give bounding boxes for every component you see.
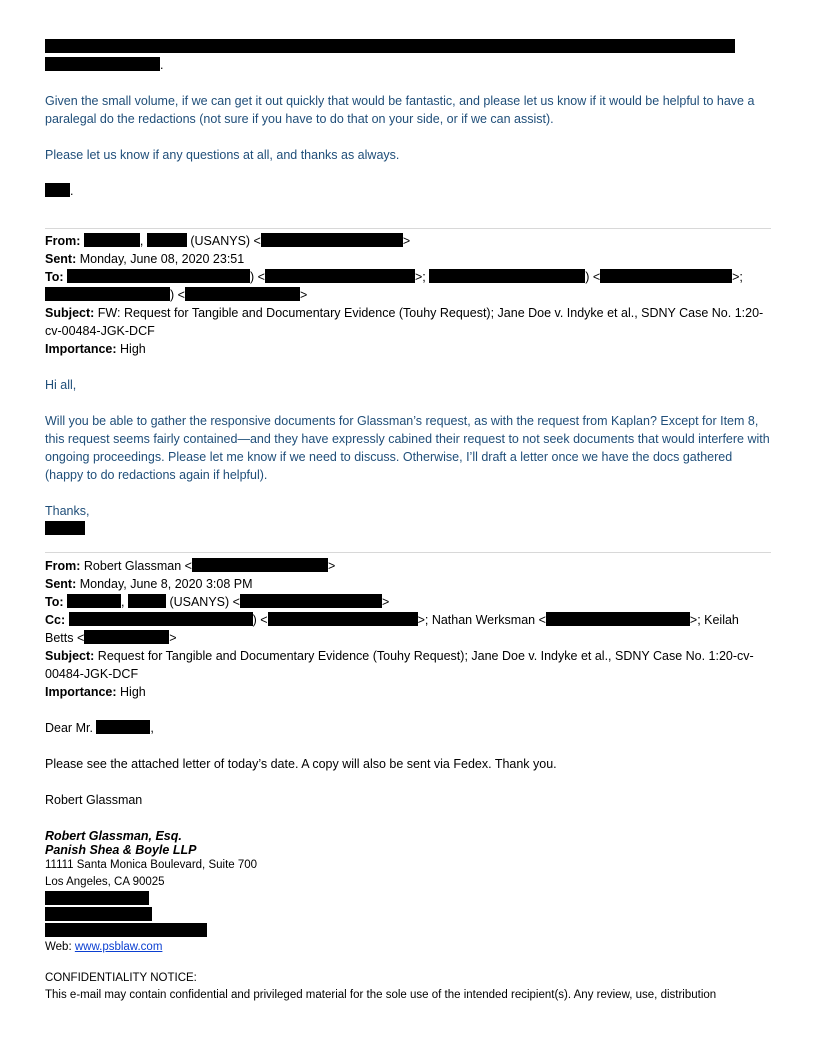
subject-value: FW: Request for Tangible and Documentary Evidence (Touhy Request); Jane Doe v. Indyke et al., SDNY Case No. 1:20-cv-00484-JGK-DCF <box>45 306 764 338</box>
orig-greeting: Dear Mr. , <box>45 721 154 735</box>
to-value: (USANYS) < <box>169 595 240 609</box>
signature-web-row <box>45 939 772 956</box>
redaction-block <box>147 233 187 247</box>
signature-redacted-phone <box>45 891 772 907</box>
redaction-block <box>261 233 403 247</box>
mid-importance-row <box>45 340 772 358</box>
redaction-block <box>67 594 121 608</box>
redaction-block <box>45 521 85 535</box>
orig-body: Please see the attached letter of today’s date. A copy will also be sent via Fedex. Thank you. <box>45 757 557 771</box>
notice-heading: CONFIDENTIALITY NOTICE: <box>45 972 197 984</box>
mid-to-row: To: ) < >; ) < >; <box>45 270 743 284</box>
email-document <box>45 38 772 1004</box>
mid-from-row: From: , (USANYS) < > <box>45 234 411 248</box>
sent-label: Sent: <box>45 252 77 266</box>
redaction-block <box>268 612 418 626</box>
redaction-block <box>600 269 732 283</box>
redacted-line <box>45 38 772 56</box>
subject-value: Request for Tangible and Documentary Evidence (Touhy Request); Jane Doe v. Indyke et al., SDNY Case No. 1:20-cv-00484-JGK-DCF <box>45 649 754 681</box>
redaction-block <box>84 233 140 247</box>
orig-cc-row-2: Betts < > <box>45 631 177 645</box>
web-label: Web: <box>45 941 72 953</box>
cc-line2: Betts < <box>45 631 85 645</box>
orig-sender-name: Robert Glassman <box>45 793 143 807</box>
signature-redacted-fax <box>45 907 772 923</box>
from-value: (USANYS) < <box>190 234 261 248</box>
cc-name-3: >; Keilah <box>689 613 739 627</box>
sent-value: Monday, June 8, 2020 3:08 PM <box>79 577 253 591</box>
top-paragraph-2: Please let us know if any questions at all, and thanks as always. <box>45 148 400 162</box>
importance-label: Importance: <box>45 685 117 699</box>
importance-value: High <box>120 342 146 356</box>
orig-subject-row <box>45 647 772 683</box>
mid-sent-row <box>45 250 772 268</box>
redaction-block <box>45 907 152 921</box>
importance-label: Importance: <box>45 342 117 356</box>
from-label: From: <box>45 559 81 573</box>
redaction-block <box>45 891 149 905</box>
importance-value: High <box>120 685 146 699</box>
redaction-block <box>69 612 253 626</box>
orig-importance-row <box>45 683 772 701</box>
redaction-block <box>45 287 170 301</box>
sent-label: Sent: <box>45 577 77 591</box>
cc-name-2: >; Nathan Werksman < <box>417 613 546 627</box>
mid-to-row-2: ) < > <box>45 286 772 304</box>
redaction-block <box>96 720 150 734</box>
mid-subject-row <box>45 304 772 340</box>
notice-text: This e-mail may contain confidential and privileged material for the sole use of the intended recipient(s). Any review, use, distribution <box>45 989 717 1001</box>
redaction-block <box>128 594 166 608</box>
subject-label: Subject: <box>45 649 95 663</box>
signature-firm: Panish Shea & Boyle LLP <box>45 843 197 857</box>
redaction-block <box>192 558 328 572</box>
mid-greeting: Hi all, <box>45 378 77 392</box>
redaction-block <box>45 183 70 197</box>
redaction-block <box>45 39 735 53</box>
web-link[interactable]: www.psblaw.com <box>74 941 163 953</box>
orig-to-row: To: , (USANYS) < > <box>45 595 390 609</box>
redaction-block <box>546 612 690 626</box>
redacted-line: . <box>45 56 772 74</box>
cc-label: Cc: <box>45 613 66 627</box>
to-label: To: <box>45 595 64 609</box>
top-signature-redacted: . <box>45 182 772 200</box>
to-label: To: <box>45 270 64 284</box>
redaction-block <box>45 57 160 71</box>
orig-sent-row <box>45 575 772 593</box>
redaction-block <box>429 269 585 283</box>
from-label: From: <box>45 234 81 248</box>
signature-name: Robert Glassman, Esq. <box>45 829 182 843</box>
orig-cc-row: Cc: ) < >; Nathan Werksman < >; Keilah <box>45 613 739 627</box>
orig-from-row: From: Robert Glassman < > <box>45 559 336 573</box>
signature-address-2: Los Angeles, CA 90025 <box>45 876 165 888</box>
signature-address-1: 11111 Santa Monica Boulevard, Suite 700 <box>45 859 258 871</box>
redaction-block <box>240 594 382 608</box>
from-value: Robert Glassman < <box>83 559 192 573</box>
subject-label: Subject: <box>45 306 95 320</box>
redaction-block <box>185 287 300 301</box>
greeting-text: Dear Mr. <box>45 721 93 735</box>
top-paragraph-1: Given the small volume, if we can get it out quickly that would be fantastic, and please let us know if it would be helpful to have a paralegal do the redactions (not sure if you have to do that on your side, or if we can assist). <box>45 94 755 126</box>
sent-value: Monday, June 08, 2020 23:51 <box>79 252 245 266</box>
signature-redacted-email <box>45 923 772 939</box>
redaction-block <box>45 923 207 937</box>
redaction-block <box>67 269 250 283</box>
mid-signature-redacted <box>45 520 772 538</box>
mid-signoff: Thanks, <box>45 504 90 518</box>
mid-body: Will you be able to gather the responsive documents for Glassman’s request, as with the request from Kaplan? Except for Item 8, this request seems fairly contained—and they have expressly cabined their request to not seek documents that would interfere with ongoing proceedings. Please let me know if we need to discuss. Otherwise, I’ll draft a letter once we have the docs gathered (happy to do redactions again if helpful). <box>45 414 770 482</box>
redaction-block <box>84 630 169 644</box>
redaction-block <box>265 269 415 283</box>
